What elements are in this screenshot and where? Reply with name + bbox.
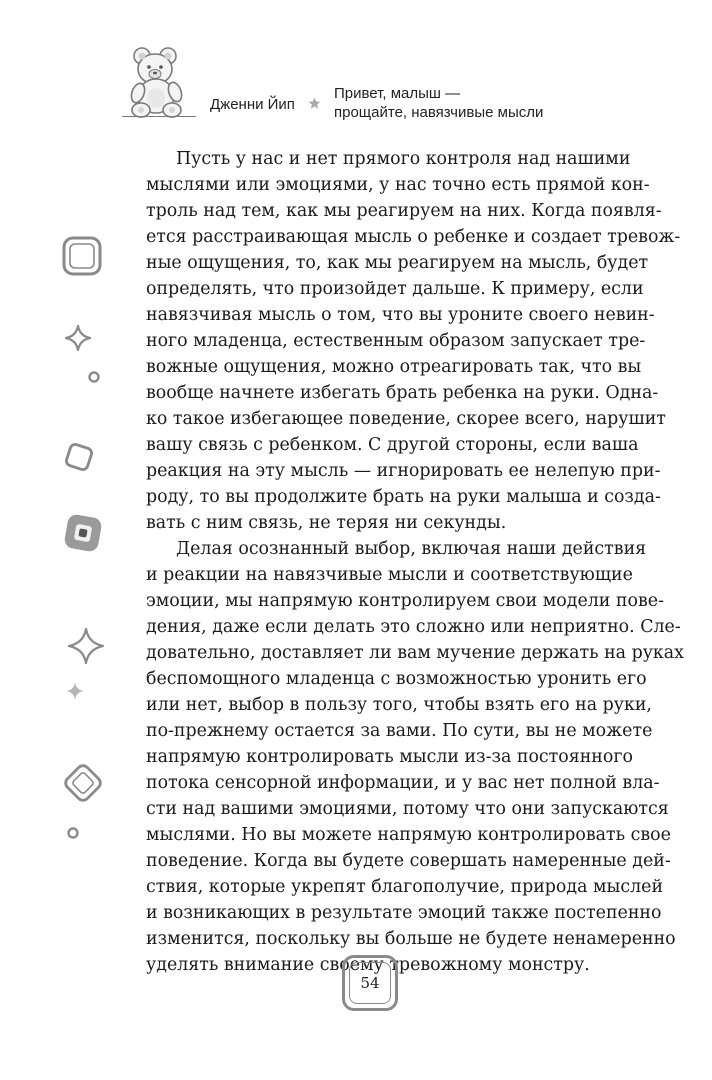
teddy-bear-illustration <box>126 46 192 118</box>
text-line: сти над вашими эмоциями, потому что они запускаются <box>146 799 669 819</box>
text-line: вообще начнете избегать брать ребенка на руки. Одна- <box>146 383 659 403</box>
text-line: вашу связь с ребенком. С другой стороны, если ваша <box>146 435 639 455</box>
text-line: по-прежнему остается за вами. По сути, вы не можете <box>146 721 653 741</box>
paragraph-1 <box>146 146 681 536</box>
text-line: определять, что произойдет дальше. К примеру, если <box>146 279 644 299</box>
text-line: потока сенсорной информации, и у вас нет полной вла- <box>146 773 660 793</box>
star-icon <box>308 97 321 110</box>
text-line: или нет, выбор в пользу того, чтобы взять его на руки, <box>146 695 652 715</box>
text-line: реакция на эту мысль — игнорировать ее нелепую при- <box>146 461 661 481</box>
text-line: вожные ощущения, можно отреагировать так, что вы <box>146 357 642 377</box>
text-line: напрямую контролировать мысли из-за постоянного <box>146 747 633 767</box>
sparkle-icon-large <box>66 626 106 666</box>
book-title-line-1: Привет, малыш — <box>334 85 461 102</box>
text-line: дения, даже если делать это сложно или неприятно. Сле- <box>146 617 681 637</box>
text-line: поведение. Когда вы будете совершать намеренные дей- <box>146 851 671 871</box>
rounded-square-icon <box>62 236 102 276</box>
filled-rounded-square-icon <box>60 510 106 556</box>
text-line: Пусть у нас и нет прямого контроля над нашими <box>176 149 631 169</box>
page-number: 54 <box>349 962 391 1004</box>
paragraph-2 <box>146 536 684 978</box>
tilted-square-icon <box>60 438 98 476</box>
text-line: навязчивая мысль о том, что вы уроните своего невин- <box>146 305 655 325</box>
text-line: мыслями. Но вы можете напрямую контролировать свое <box>146 825 671 845</box>
text-line: ко такое избегающее поведение, скорее всего, нарушит <box>146 409 666 429</box>
text-line: и возникающих в результате эмоций также постепенно <box>146 903 662 923</box>
text-line: эмоции, мы напрямую контролируем свои модели пове- <box>146 591 664 611</box>
text-line: ные ощущения, то, как мы реагируем на мысль, будет <box>146 253 649 273</box>
text-line: ется расстраивающая мысль о ребенке и создает тревож- <box>146 227 681 247</box>
text-line: троль над тем, как мы реагируем на них. Когда появля- <box>146 201 662 221</box>
book-title <box>334 84 543 122</box>
text-line: роду, то вы продолжите брать на руки малыша и созда- <box>146 487 661 507</box>
text-line: и реакции на навязчивые мысли и соответствующие <box>146 565 633 585</box>
text-line: изменится, поскольку вы больше не будете ненамеренно <box>146 929 676 949</box>
text-line: довательно, доставляет ли вам мучение держать на руках <box>146 643 684 663</box>
book-title-line-2: прощайте, навязчивые мысли <box>334 104 544 121</box>
diamond-icon <box>58 758 108 808</box>
small-circle-icon <box>66 826 80 840</box>
small-circle-icon <box>87 370 101 384</box>
text-line: вать с ним связь, не теряя ни секунды. <box>146 513 507 533</box>
page-number-frame <box>342 955 398 1011</box>
author-name: Дженни Йип <box>210 96 295 113</box>
header-rule <box>122 116 196 117</box>
running-header <box>0 0 712 130</box>
text-line: Делая осознанный выбор, включая наши действия <box>176 539 647 559</box>
text-line: ного младенца, естественным образом запускает тре- <box>146 331 646 351</box>
text-line: уделять внимание своему тревожному монстру. <box>146 955 590 975</box>
text-line: беспомощного младенца с возможностью уронить его <box>146 669 647 689</box>
text-line: мыслями или эмоциями, у нас точно есть прямой кон- <box>146 175 650 195</box>
plus-icon <box>64 680 86 702</box>
sparkle-icon <box>64 324 92 352</box>
text-line: ствия, которые укрепят благополучие, природа мыслей <box>146 877 664 897</box>
body-text <box>146 146 684 978</box>
